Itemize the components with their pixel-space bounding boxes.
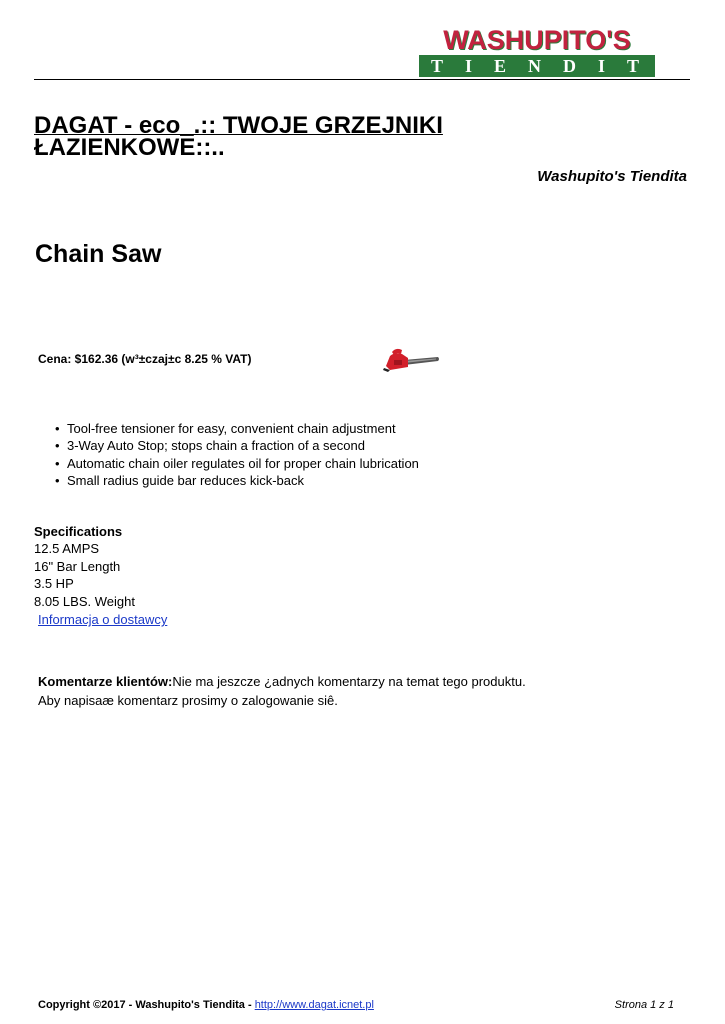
header-divider [34,79,690,80]
spec-item: 3.5 HP [34,576,74,592]
store-logo [419,25,695,77]
list-item [52,420,419,437]
logo-top-text: WASHUPITO'S [419,28,655,52]
page-title [34,112,554,161]
product-price: Cena: $162.36 (w³±czaj±c 8.25 % VAT) [38,352,252,366]
list-item [52,472,419,489]
feature-text: Automatic chain oiler regulates oil for proper chain lubrication [67,455,419,471]
footer-copyright: Copyright ©2017 - Washupito's Tiendita - [38,999,255,1011]
feature-text: 3-Way Auto Stop; stops chain a fraction of a second [67,438,365,454]
list-item [52,437,419,454]
specifications-heading: Specifications [34,524,123,539]
spec-item: 8.05 LBS. Weight [34,593,135,609]
bullet-icon: • [55,455,60,471]
specifications-section [34,523,167,628]
supplier-info-link[interactable]: Informacja o dostawcy [38,612,168,628]
page-title-line-2: ŁAZIENKOWE::.. [34,134,225,161]
bullet-icon: • [55,438,60,454]
comments-section [38,673,526,710]
footer-url-link[interactable]: http://www.dagat.icnet.pl [254,999,374,1011]
product-title: Chain Saw [35,240,162,268]
feature-text: Tool-free tensioner for easy, convenient chain adjustment [67,421,396,436]
page-number: Strona 1 z 1 [614,999,674,1011]
login-prompt: Aby napisaæ komentarz prosimy o zalogowanie siê. [38,692,338,708]
spec-item: 16" Bar Length [34,558,121,574]
spec-item: 12.5 AMPS [34,541,100,557]
bullet-icon: • [55,473,60,489]
bullet-icon: • [55,421,60,436]
comments-text: Nie ma jeszcze ¿adnych komentarzy na temat tego produktu. [172,674,526,689]
list-item [52,455,419,472]
page-title-line-1: DAGAT - eco_.:: TWOJE GRZEJNIKI [34,112,443,139]
logo-bottom-text: TIENDITA [419,55,655,77]
feature-list [52,420,419,490]
feature-text: Small radius guide bar reduces kick-back [67,473,304,489]
chainsaw-image [382,346,440,372]
comments-label: Komentarze klientów: [38,674,173,689]
footer [38,999,674,1011]
store-name: Washupito's Tiendita [537,168,687,185]
